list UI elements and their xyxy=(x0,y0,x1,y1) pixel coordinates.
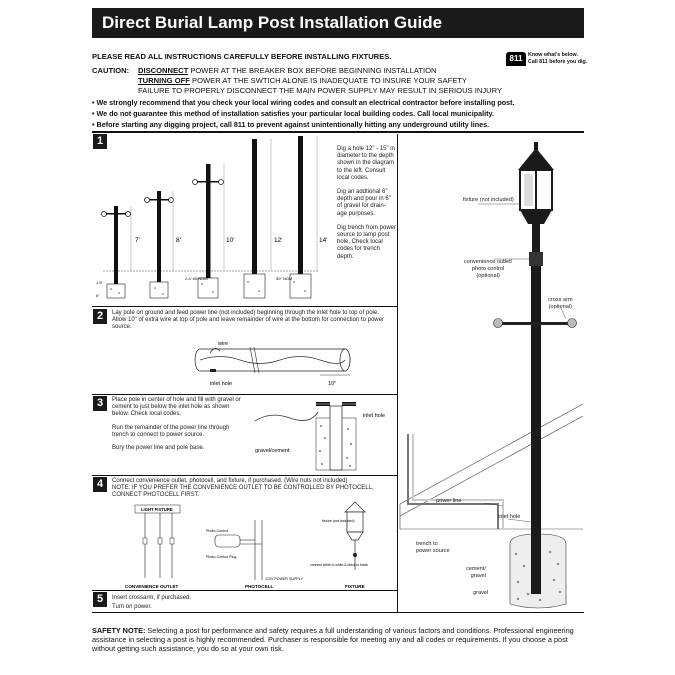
step-1-number: 1 xyxy=(93,134,107,149)
step-divider xyxy=(92,590,397,591)
step-5-text: Insert crossarm, if purchased. Turn on power. xyxy=(112,595,192,610)
safety-note-text: Selecting a post for performance and safety requires a full understanding of various factors and conditions. Professional engineering assistance in selecting a post is highly recommended. Purchaser is responsible for meeting any and all codes or requirements. If you choose a post without getting such assistance, you do so at your own risk. xyxy=(92,626,574,654)
turning-off-word: TURNING OFF xyxy=(138,76,190,85)
height-label: 8' xyxy=(176,237,181,244)
wire-label: wire xyxy=(218,341,229,347)
inlet-hole-label: inlet hole xyxy=(363,413,386,419)
caution-line-3: FAILURE TO PROPERLY DISCONNECT THE MAIN POWER SUPPLY MAY RESULT IN SERIOUS INJURY xyxy=(138,86,503,95)
call-811-logo: 811 xyxy=(506,52,526,66)
outlet-label: convenience outlet/ photo control (optional) xyxy=(464,259,513,279)
step-3-number: 3 xyxy=(93,396,107,411)
footer-divider xyxy=(92,612,584,613)
step-5-number: 5 xyxy=(93,592,107,607)
gravel-depth-label: 6" xyxy=(96,293,100,298)
ground-plane xyxy=(400,434,583,529)
safety-note xyxy=(92,626,592,654)
post-height-diagram xyxy=(93,134,333,306)
step-4-number: 4 xyxy=(93,477,107,492)
depth-label: 2-4' 60 NOM xyxy=(185,276,208,281)
fixture-caption: FIXTURE xyxy=(345,584,365,589)
step-4-text: Connect convenience outlet, photocell, and fixture, if purchased. (Wire nuts not included) NOTE: IF YOU PREFER THE CONVENIENCE OUTLET TO BE CONTROLLED BY PHOTOCELL, CONNECT PHOTOCELL FIRST. xyxy=(112,478,374,499)
gravel-label: gravel xyxy=(473,590,489,596)
caution-line-1: POWER AT THE BREAKER BOX BEFORE BEGINNING INSTALLATION xyxy=(188,66,437,75)
cement-gravel-label: cement/ gravel xyxy=(466,566,486,579)
inlet-hole-label: inlet hole xyxy=(498,514,521,520)
photo-control-label: Photo-Control xyxy=(206,529,229,533)
step-divider xyxy=(92,394,397,395)
power-line-label: power line xyxy=(436,498,462,504)
convenience-outlet-caption: CONVENIENCE OUTLET xyxy=(125,584,179,589)
call-811-tagline: Know what's below. Call 811 before you dig. xyxy=(528,52,588,65)
header-divider xyxy=(92,131,584,133)
depth-label: 30" NOM xyxy=(276,276,293,281)
height-label: 14' xyxy=(319,237,328,244)
leader-lines xyxy=(478,204,566,522)
photo-control-plug-label: Photo-Control Plug xyxy=(206,555,237,559)
step-divider xyxy=(92,475,397,476)
light-fixture-label: LIGHT FIXTURE xyxy=(141,507,173,512)
inlet-hole-label: inlet hole xyxy=(210,381,233,387)
trench-label: trench to power source xyxy=(416,541,450,554)
gravel-cement-label: gravel/cement xyxy=(255,448,290,454)
lamp-pole xyxy=(531,264,541,594)
step-1-text: Dig a hole 12" - 15" in diameter to the depth shown in the diagram to the left. Consult local codes. Dig an addtional 6" depth and pour in 6" of gravel for drain- age purposes. Dig trench from power source to lamp post hole. Check local codes for trench depth. xyxy=(337,146,397,260)
lantern-fixture-icon xyxy=(518,142,554,252)
bullet-check-codes: • We strongly recommend that you check your local wiring codes and consult an electrical contractor before installing post. xyxy=(92,98,515,107)
height-label: 7' xyxy=(135,237,140,244)
disconnect-word: DISCONNECT xyxy=(138,66,189,75)
step-3-text: Place pole in center of hole and fill with gravel or cement to just below the inlet hole as shown below. Check local codes. Run the remainder of the power line through trench to connect to power source. Bury the power line and pole base. xyxy=(112,397,241,452)
photocell-caption: PHOTOCELL xyxy=(245,584,274,589)
cross-arm-label: cross arm (optional) xyxy=(548,297,573,310)
height-label: 10' xyxy=(226,237,235,244)
depth-label: 1.5' xyxy=(96,280,103,285)
fixture-label: fixture (not included) xyxy=(463,197,514,203)
ten-inch-label: 10" xyxy=(328,381,337,387)
connect-wires-label: connect white to white & black to black xyxy=(310,563,369,567)
bullet-no-guarantee: • We do not guarantee this method of installation satisfies your particular local building codes. Call local municipality. xyxy=(92,109,495,118)
step-2-text: Lay pole on ground and feed power line (not included) beginning through the inlet hole to top of pole. Allow 10" of extra wire at top of pole and leave remainder of wire at the bottom for connection to power source. xyxy=(112,310,384,331)
wiring-diagram xyxy=(110,500,395,590)
power-supply-label: 120V POWER SUPPLY xyxy=(265,577,303,581)
pole-in-hole-diagram xyxy=(250,396,395,474)
height-label: 12' xyxy=(274,237,283,244)
convenience-outlet-icon xyxy=(529,252,543,266)
read-all-notice: PLEASE READ ALL INSTRUCTIONS CAREFULLY BEFORE INSTALLING FIXTURES. xyxy=(92,52,392,61)
bullet-call-811: • Before starting any digging project, call 811 to prevent against unintentionally hitting any underground utility lines. xyxy=(92,120,490,129)
caution-line-2: POWER AT THE SWTICH ALONE IS INADEQUATE TO INSURE YOUR SAFETY xyxy=(189,76,467,85)
lamp-fixture-icon xyxy=(345,502,365,570)
safety-note-label: SAFETY NOTE: xyxy=(92,626,146,635)
caution-label: CAUTION: xyxy=(92,66,130,75)
fixture-not-included-label: fixture (not included) xyxy=(322,519,355,523)
step-2-number: 2 xyxy=(93,309,107,324)
house-outline xyxy=(400,404,583,529)
pole-feed-diagram xyxy=(180,335,380,391)
guide-title: Direct Burial Lamp Post Installation Guide xyxy=(92,8,584,38)
step-divider xyxy=(92,306,397,307)
